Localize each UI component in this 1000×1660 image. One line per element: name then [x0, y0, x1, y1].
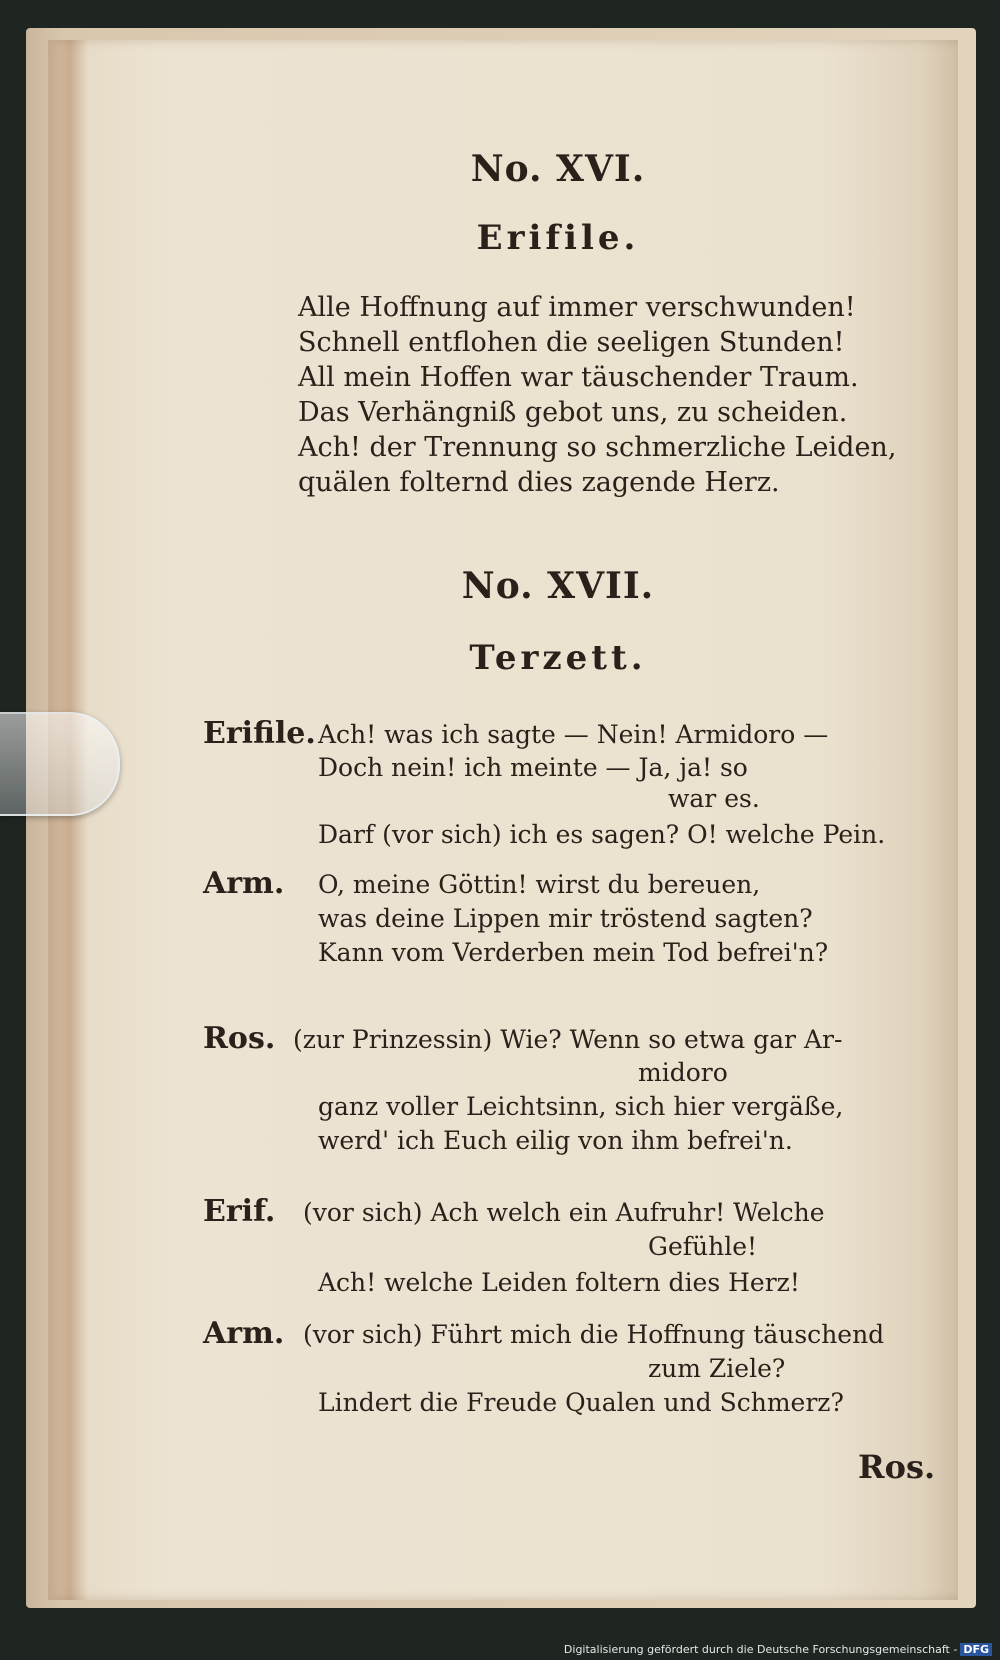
section-title-erifile: Erifile.	[476, 218, 640, 258]
verse-line: O, meine Göttin! wirst du bereuen,	[318, 870, 761, 899]
verse-line: Ach! was ich sagte — Nein! Armidoro —	[318, 720, 829, 749]
verse-line: Lindert die Freude Qualen und Schmerz?	[318, 1388, 844, 1417]
speaker-name: Arm.	[203, 866, 285, 901]
verse-line: Kann vom Verderben mein Tod befrei'n?	[318, 938, 829, 967]
verse-line: war es.	[668, 784, 760, 813]
verse-line: Ach! welche Leiden foltern dies Herz!	[318, 1268, 800, 1297]
speaker-name: Arm.	[203, 1316, 285, 1351]
poem-line: Schnell entflohen die seeligen Stunden!	[298, 327, 845, 358]
poem-line: All mein Hoffen war täuschender Traum.	[298, 362, 859, 393]
verse-line: werd' ich Euch eilig von ihm befrei'n.	[318, 1126, 793, 1155]
poem-line: quälen folternd dies zagende Herz.	[298, 467, 780, 498]
poem-line: Das Verhängniß gebot uns, zu scheiden.	[298, 397, 848, 428]
footer-text: Digitalisierung gefördert durch die Deutsche Forschungsgemeinschaft -	[563, 1643, 958, 1656]
verse-line: (vor sich) Ach welch ein Aufruhr! Welche	[303, 1198, 825, 1227]
catchword: Ros.	[858, 1448, 936, 1486]
section-title-terzett: Terzett.	[469, 638, 647, 678]
book-page	[48, 40, 958, 1600]
verse-line: Darf (vor sich) ich es sagen? O! welche Pein.	[318, 820, 886, 849]
verse-line: Doch nein! ich meinte — Ja, ja! so	[318, 753, 748, 782]
verse-line: (zur Prinzessin) Wie? Wenn so etwa gar Ar-	[293, 1025, 843, 1054]
aria-text	[298, 290, 896, 500]
speaker-name: Erifile.	[203, 716, 316, 751]
speaker-name: Erif.	[203, 1194, 276, 1229]
page-content	[168, 40, 948, 1560]
poem-line: Alle Hoffnung auf immer verschwunden!	[298, 292, 856, 323]
verse-line: ganz voller Leichtsinn, sich hier vergäße,	[318, 1092, 844, 1121]
poem-line: Ach! der Trennung so schmerzliche Leiden,	[298, 432, 897, 463]
verse-line: was deine Lippen mir tröstend sagten?	[318, 904, 813, 933]
section-number-xvii: No. XVII.	[461, 565, 655, 607]
verse-line: Gefühle!	[648, 1232, 758, 1261]
verse-line: (vor sich) Führt mich die Hoffnung täuschend	[303, 1320, 885, 1349]
verse-line: midoro	[638, 1058, 728, 1087]
verse-line: zum Ziele?	[648, 1354, 786, 1383]
dfg-logo: DFG	[960, 1643, 992, 1656]
page-clip	[0, 712, 120, 816]
footer-credit	[564, 1643, 992, 1656]
section-number-xvi: No. XVI.	[470, 148, 646, 190]
speaker-name: Ros.	[203, 1021, 276, 1056]
